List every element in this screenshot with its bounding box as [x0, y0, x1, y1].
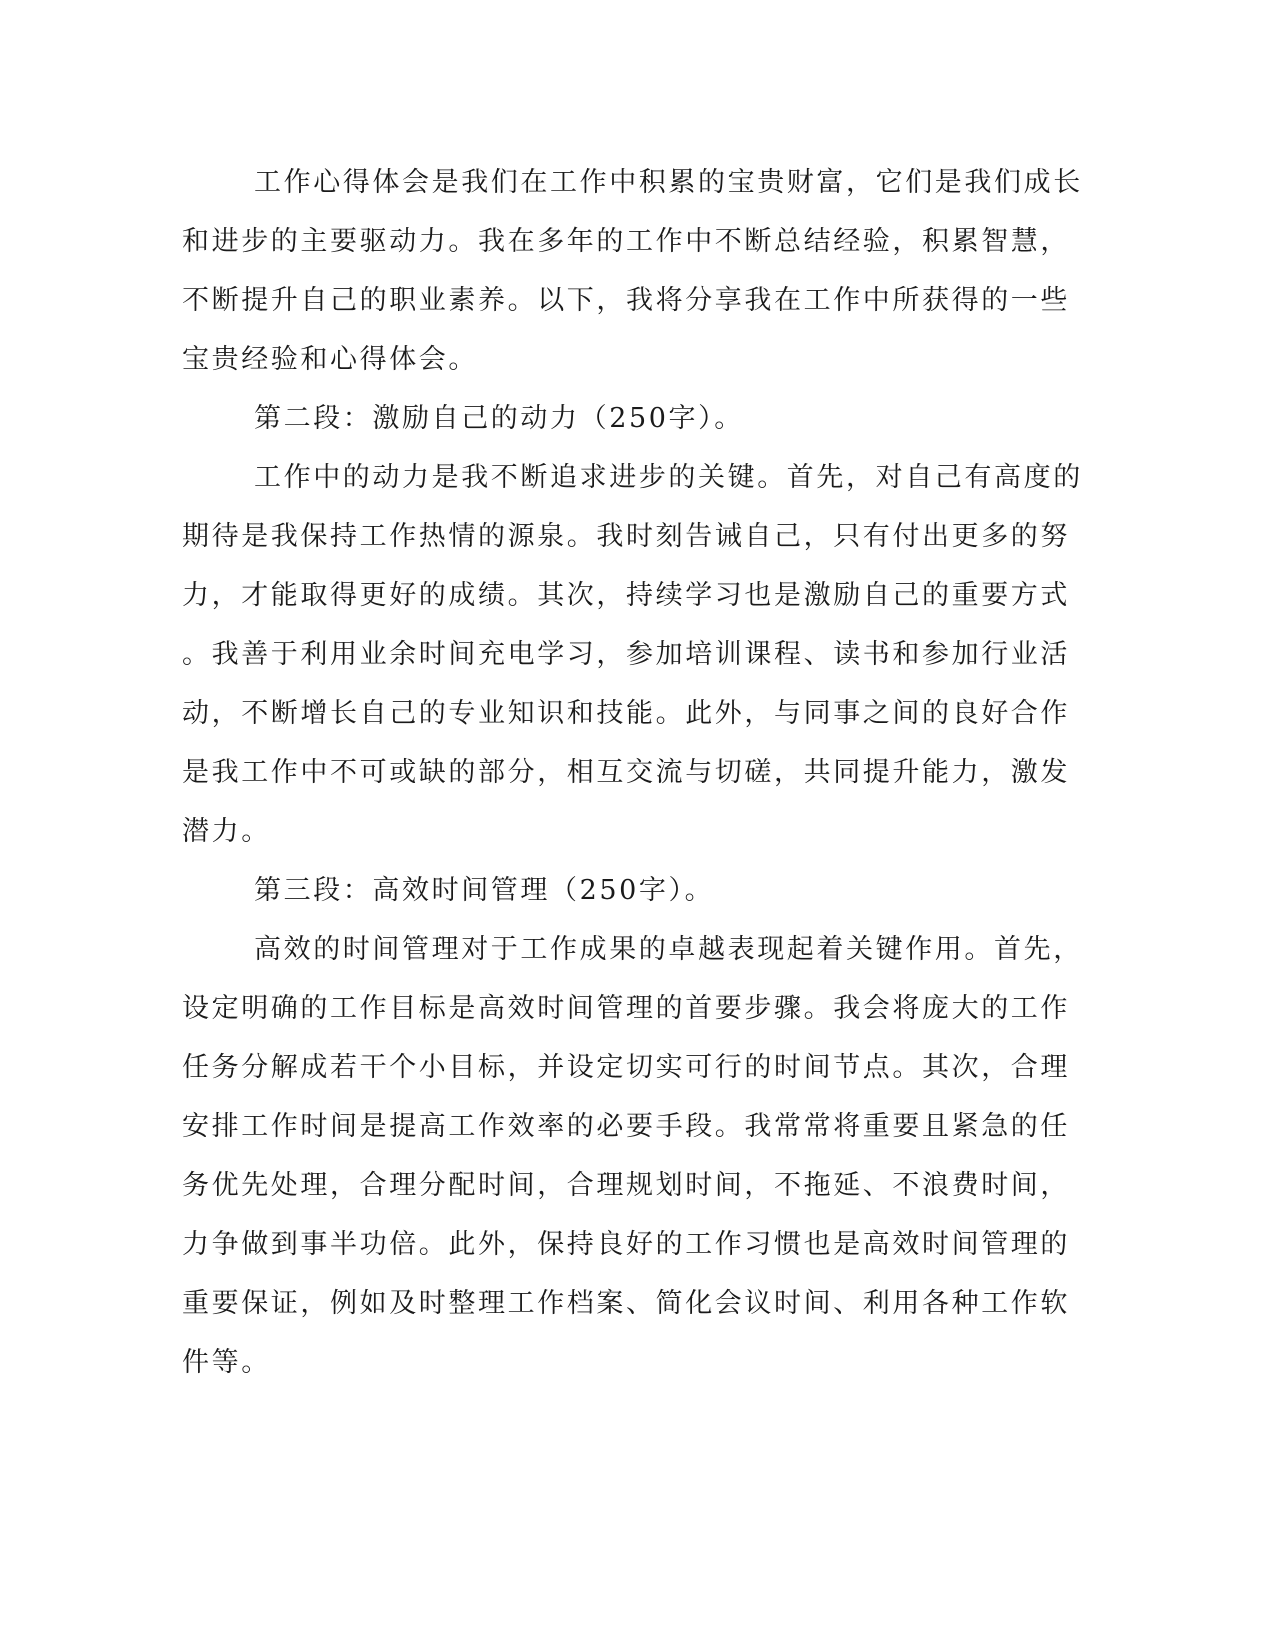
text-line: 。我善于利用业余时间充电学习，参加培训课程、读书和参加行业活 [182, 639, 1070, 670]
document-body [182, 153, 1083, 1392]
text-line: 设定明确的工作目标是高效时间管理的首要步骤。我会将庞大的工作 [182, 993, 1070, 1024]
text-line: 件等。 [182, 1347, 271, 1378]
text-line: 力，才能取得更好的成绩。其次，持续学习也是激励自己的重要方式 [182, 580, 1070, 611]
text-line: 务优先处理，合理分配时间，合理规划时间，不拖延、不浪费时间， [182, 1170, 1070, 1201]
text-line: 力争做到事半功倍。此外，保持良好的工作习惯也是高效时间管理的 [182, 1229, 1070, 1260]
text-line: 是我工作中不可或缺的部分，相互交流与切磋，共同提升能力，激发 [182, 757, 1070, 788]
text-line: 动，不断增长自己的专业知识和技能。此外，与同事之间的良好合作 [182, 698, 1070, 729]
text-line: 不断提升自己的职业素养。以下，我将分享我在工作中所获得的一些 [182, 285, 1070, 316]
section-heading: 第三段：高效时间管理（250字）。 [254, 875, 715, 906]
text-line: 宝贵经验和心得体会。 [182, 344, 478, 375]
text-line: 潜力。 [182, 816, 271, 847]
text-line: 安排工作时间是提高工作效率的必要手段。我常常将重要且紧急的任 [182, 1111, 1070, 1142]
text-line: 高效的时间管理对于工作成果的卓越表现起着关键作用。首先， [254, 934, 1083, 965]
text-line: 工作心得体会是我们在工作中积累的宝贵财富，它们是我们成长 [254, 167, 1083, 198]
section-heading: 第二段：激励自己的动力（250字）。 [254, 403, 744, 434]
text-line: 工作中的动力是我不断追求进步的关键。首先，对自己有高度的 [254, 462, 1083, 493]
text-line: 和进步的主要驱动力。我在多年的工作中不断总结经验，积累智慧， [182, 226, 1070, 257]
text-line: 期待是我保持工作热情的源泉。我时刻告诫自己，只有付出更多的努 [182, 521, 1070, 552]
text-line: 任务分解成若干个小目标，并设定切实可行的时间节点。其次，合理 [182, 1052, 1070, 1083]
text-line: 重要保证，例如及时整理工作档案、简化会议时间、利用各种工作软 [182, 1288, 1070, 1319]
